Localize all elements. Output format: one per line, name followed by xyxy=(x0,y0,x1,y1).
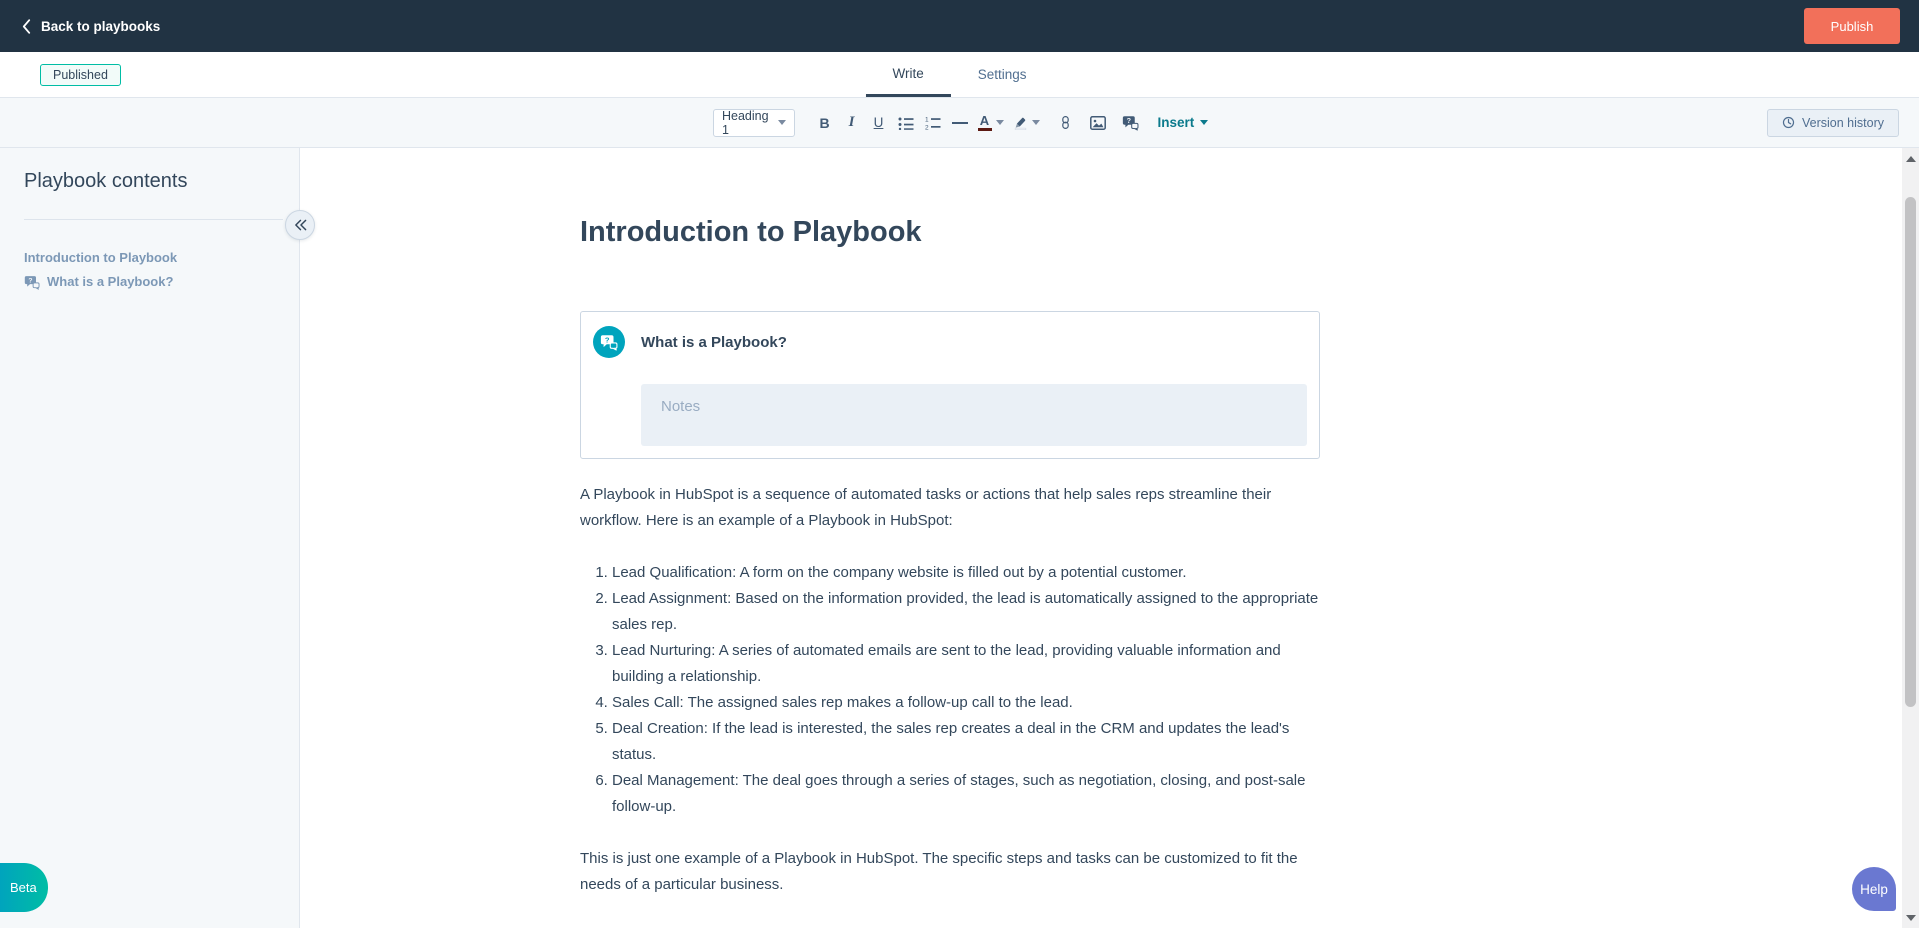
scroll-down-arrow[interactable] xyxy=(1902,909,1919,926)
back-to-playbooks-link[interactable] xyxy=(22,19,160,34)
toolbar-controls xyxy=(713,109,1208,137)
svg-text:1: 1 xyxy=(924,116,929,124)
sidebar-items xyxy=(24,250,299,290)
sidebar-item-introduction[interactable] xyxy=(24,250,299,266)
help-button[interactable]: Help xyxy=(1852,867,1896,911)
insert-link-button[interactable] xyxy=(1054,109,1076,137)
underline-button[interactable] xyxy=(868,109,890,137)
playbook-steps-list xyxy=(580,560,1320,820)
chevron-down-icon xyxy=(996,120,1004,125)
sidebar-item-what-is-playbook[interactable] xyxy=(24,274,299,290)
editor-canvas[interactable] xyxy=(300,148,1902,928)
image-icon xyxy=(1090,116,1106,130)
question-card-title: What is a Playbook? xyxy=(641,333,787,351)
font-color-button[interactable] xyxy=(976,109,1006,137)
link-icon xyxy=(1059,115,1072,130)
tab-write[interactable]: Write xyxy=(865,52,950,97)
back-label: Back to playbooks xyxy=(41,18,161,34)
bold-icon: B xyxy=(819,114,830,131)
chevron-left-icon xyxy=(22,19,31,34)
page-title[interactable]: Introduction to Playbook xyxy=(580,216,922,248)
vertical-scrollbar xyxy=(1902,148,1919,928)
question-card-header xyxy=(593,322,1307,362)
playbook-step: 1. Lead Qualification: A form on the company website is filled out by a potential customer. xyxy=(612,560,1320,586)
chevron-down-icon xyxy=(1200,120,1208,125)
playbook-step: 5. Deal Creation: If the lead is interested, the sales rep creates a deal in the CRM and updates the lead's status. xyxy=(612,716,1320,768)
svg-text:2: 2 xyxy=(924,123,929,130)
bulleted-list-icon xyxy=(898,116,914,130)
svg-text:?: ? xyxy=(28,276,33,284)
question-card[interactable] xyxy=(580,311,1320,459)
sidebar-title: Playbook contents xyxy=(24,170,188,192)
underline-icon: U xyxy=(873,115,884,130)
numbered-list-icon xyxy=(925,116,941,130)
text-style-select[interactable] xyxy=(713,109,795,137)
sidebar-divider xyxy=(24,219,283,220)
question-bubble-icon xyxy=(593,326,625,358)
triangle-down-icon xyxy=(1906,915,1916,921)
text-style-value: Heading 1 xyxy=(722,108,769,137)
playbook-step: 6. Deal Management: The deal goes through a series of stages, such as negotiation, closing, and post-sale follow-up. xyxy=(612,768,1320,820)
beta-label: Beta xyxy=(10,880,37,895)
italic-button[interactable] xyxy=(841,109,863,137)
chevron-down-icon xyxy=(778,120,786,125)
intro-paragraph: A Playbook in HubSpot is a sequence of automated tasks or actions that help sales reps streamline their workflow. Here is an example of a Playbook in HubSpot: xyxy=(580,486,1272,529)
insert-label: Insert xyxy=(1157,115,1195,130)
published-status-badge: Published xyxy=(40,64,121,86)
svg-text:?: ? xyxy=(604,334,610,344)
tab-settings[interactable]: Settings xyxy=(977,67,1027,82)
highlighter-icon xyxy=(1013,115,1028,130)
playbook-step: 4. Sales Call: The assigned sales rep makes a follow-up call to the lead. xyxy=(612,690,1320,716)
version-history-button[interactable] xyxy=(1767,109,1899,137)
editor-tabs xyxy=(865,52,1053,97)
insert-dropdown[interactable] xyxy=(1158,115,1209,130)
beta-badge xyxy=(0,863,48,912)
question-bubble-icon xyxy=(1122,115,1139,131)
font-color-icon: A xyxy=(978,114,992,131)
sidebar-item-label: Introduction to Playbook xyxy=(24,250,178,265)
insert-question-button[interactable] xyxy=(1119,109,1141,137)
closing-paragraph: This is just one example of a Playbook in HubSpot. The specific steps and tasks can be customized to fit the needs of a particular business. xyxy=(580,850,1298,893)
highlight-button[interactable] xyxy=(1011,109,1042,137)
sidebar-collapse-button[interactable] xyxy=(285,210,315,240)
workspace xyxy=(0,148,1919,928)
scroll-up-arrow[interactable] xyxy=(1902,150,1919,167)
scrollbar-thumb[interactable] xyxy=(1905,197,1916,707)
horizontal-rule-icon xyxy=(952,121,968,125)
svg-text:?: ? xyxy=(1126,115,1131,125)
question-bubble-icon xyxy=(24,275,40,290)
editor-content xyxy=(580,214,1320,898)
publish-button[interactable]: Publish xyxy=(1804,8,1900,44)
numbered-list-button[interactable] xyxy=(922,109,944,137)
tab-bar xyxy=(0,52,1919,98)
insert-image-button[interactable] xyxy=(1087,109,1109,137)
bold-button[interactable] xyxy=(814,109,836,137)
notes-input[interactable] xyxy=(641,384,1307,446)
playbook-contents-sidebar xyxy=(0,148,300,928)
top-navbar xyxy=(0,0,1919,52)
bulleted-list-button[interactable] xyxy=(895,109,917,137)
italic-icon: I xyxy=(848,114,855,130)
formatting-toolbar xyxy=(0,98,1919,148)
double-chevron-left-icon xyxy=(294,219,307,231)
version-history-label: Version history xyxy=(1802,115,1884,130)
horizontal-rule-button[interactable] xyxy=(949,109,971,137)
playbook-step: 2. Lead Assignment: Based on the information provided, the lead is automatically assigned to the appropriate sales rep. xyxy=(612,586,1320,638)
playbook-step: 3. Lead Nurturing: A series of automated emails are sent to the lead, providing valuable information and building a relationship. xyxy=(612,638,1320,690)
triangle-up-icon xyxy=(1906,156,1916,162)
history-clock-icon xyxy=(1782,116,1795,129)
chevron-down-icon xyxy=(1032,120,1040,125)
sidebar-item-label: What is a Playbook? xyxy=(47,274,174,289)
